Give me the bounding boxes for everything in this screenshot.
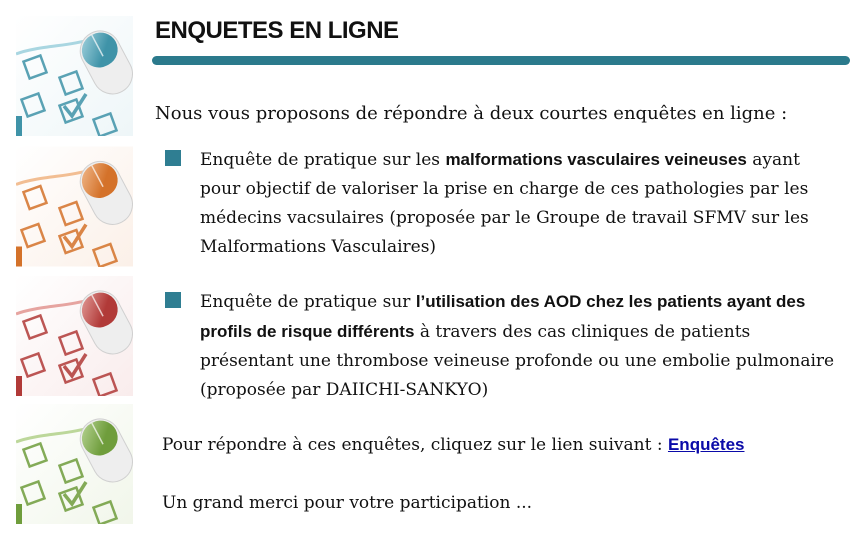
cta-label: Pour répondre à ces enquêtes, cliquez sur le lien suivant : bbox=[162, 435, 668, 455]
mouse-checklist-icon bbox=[16, 146, 133, 267]
survey-highlight: malformations vasculaires veineuses bbox=[445, 150, 747, 169]
survey-description bbox=[200, 145, 840, 262]
cta-text bbox=[162, 435, 745, 455]
survey-item bbox=[165, 287, 840, 405]
page-title: ENQUETES EN LIGNE bbox=[155, 17, 399, 44]
survey-highlight: l’utilisation des AOD chez les patients ayant des profils de risque différents bbox=[200, 292, 806, 341]
thanks-text: Un grand merci pour votre participation ... bbox=[162, 493, 533, 513]
survey-description bbox=[200, 287, 840, 405]
survey-text-before: Enquête de pratique sur les bbox=[200, 150, 446, 170]
mouse-checklist-icon bbox=[16, 404, 133, 524]
mouse-checklist-icon bbox=[16, 16, 133, 136]
mouse-checklist-icon bbox=[16, 276, 133, 396]
bullet-square-icon bbox=[165, 150, 181, 166]
title-underline-bar bbox=[152, 56, 850, 65]
intro-text: Nous vous proposons de répondre à deux courtes enquêtes en ligne : bbox=[155, 103, 788, 124]
survey-item bbox=[165, 145, 840, 262]
survey-text-before: Enquête de pratique sur bbox=[200, 292, 416, 312]
surveys-link[interactable]: Enquêtes bbox=[667, 435, 745, 454]
survey-text-after: à travers des cas cliniques de patients présentant une thrombose veineuse profonde ou une embolie pulmonaire (proposée par DAIICHI-SANKYO) bbox=[200, 322, 835, 400]
survey-text-after: ayant pour objectif de valoriser la prise en charge de ces pathologies par les médecins vacsulaires (proposée par le Groupe de travail SFMV sur les Malformations Vasculaires) bbox=[200, 150, 809, 257]
bullet-square-icon bbox=[165, 292, 181, 308]
